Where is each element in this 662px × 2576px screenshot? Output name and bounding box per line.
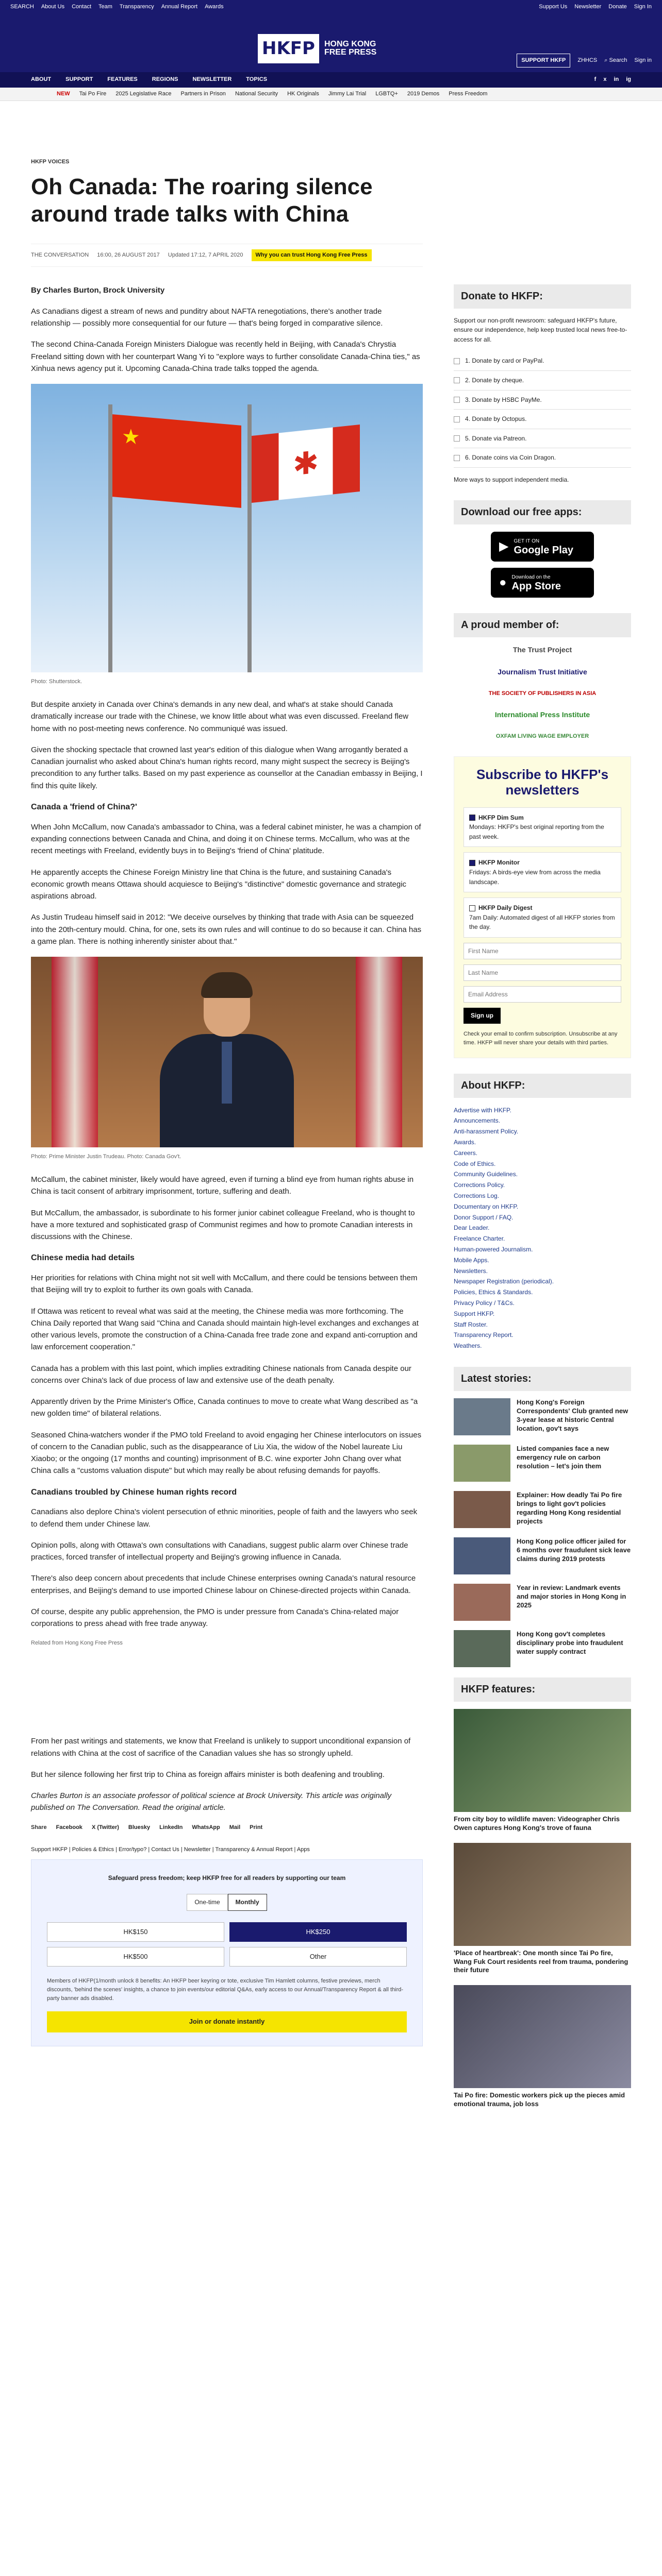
image-caption: Photo: Prime Minister Justin Trudeau. Photo: Canada Gov't.	[31, 1154, 181, 1160]
about-link[interactable]: Weathers.	[454, 1342, 482, 1350]
ipi-logo[interactable]: International Press Institute	[494, 710, 590, 719]
linkedin-icon[interactable]: in	[614, 76, 619, 83]
trudeau-image	[31, 957, 423, 1147]
search-icon: ⌕	[604, 57, 608, 63]
share-bluesky[interactable]: Bluesky	[128, 1824, 151, 1831]
story-item[interactable]: Listed companies face a new emergency rule on carbon resolution – let's join them	[454, 1445, 631, 1482]
maple-leaf-icon: ✱	[293, 445, 319, 482]
about-link[interactable]: Staff Roster.	[454, 1320, 488, 1328]
nav-topics[interactable]: TOPICS	[246, 76, 268, 83]
paragraph: McCallum, the cabinet minister, likely would have agreed, even if turning a blind eye from human rights abuse in China is tacit consent of arbitrary imprisonment, torture, suffering and death.	[31, 1175, 414, 1196]
feature-image	[454, 1709, 631, 1812]
article-body	[31, 284, 423, 2119]
partner-logos	[454, 645, 631, 741]
paragraph: Canada has a problem with this last point, which implies extraditing Chinese nationals from Canada despite our concerns over China's lack of due process of law and extensive use of the death penalty.	[31, 1364, 411, 1385]
about-link[interactable]: Transparency Report.	[454, 1331, 514, 1339]
nav-features[interactable]: FEATURES	[107, 76, 138, 83]
updated-date: Updated 17:12, 7 APRIL 2020	[168, 251, 243, 258]
payment-icon	[454, 455, 460, 461]
header-search-button[interactable]: ⌕ Search	[604, 57, 627, 63]
newsletter-box	[454, 756, 631, 1058]
proud-member-heading: A proud member of:	[454, 613, 631, 637]
feature-image	[454, 1843, 631, 1946]
about-link[interactable]: Newspaper Registration (periodical).	[454, 1278, 554, 1285]
story-thumbnail	[454, 1537, 510, 1574]
donate-step[interactable]: 3. Donate by HSBC PayMe.	[454, 391, 631, 410]
checkbox-icon[interactable]	[469, 815, 475, 821]
email-input[interactable]	[464, 986, 621, 1003]
trust-badge[interactable]: Why you can trust Hong Kong Free Press	[252, 249, 372, 261]
feature-image	[454, 1985, 631, 2088]
share-linkedin[interactable]: LinkedIn	[159, 1824, 183, 1831]
story-thumbnail	[454, 1584, 510, 1621]
author-bio: Charles Burton is an associate professor of political science at Brock University. This article was originally published on The Conversation. Read the original article.	[31, 1791, 392, 1812]
related-label: Related from Hong Kong Free Press	[31, 1640, 123, 1647]
amount-options	[47, 1922, 407, 1967]
byline[interactable]: By Charles Burton, Brock University	[31, 285, 165, 295]
donate-title: Safeguard press freedom; keep HKFP free for all readers by supporting our team	[108, 1874, 346, 1882]
paragraph: From her past writings and statements, we know that Freeland is unlikely to support unconditional expansion of relations with China at the cost of sacrifice of the Canadian values she has so strongly upheld.	[31, 1737, 411, 1758]
story-item[interactable]: Hong Kong's Foreign Correspondents' Club granted new 3-year lease at historic Central location, gov't says	[454, 1398, 631, 1435]
share-print[interactable]: Print	[250, 1824, 263, 1831]
nav-newsletter[interactable]: NEWSLETTER	[192, 76, 232, 83]
story-item[interactable]: Year in review: Landmark events and major stories in Hong Kong in 2025	[454, 1584, 631, 1621]
team-link[interactable]: Team	[98, 4, 112, 10]
background-flag	[356, 957, 402, 1147]
app-store-badge[interactable]: ● Download on the App Store	[491, 568, 594, 598]
newsletter-option[interactable]: HKFP Dim Sum Mondays: HKFP's best original reporting from the past week.	[464, 807, 621, 848]
story-thumbnail	[454, 1398, 510, 1435]
about-link[interactable]: Policies, Ethics & Standards.	[454, 1289, 533, 1296]
story-item[interactable]: Explainer: How deadly Tai Po fire brings to light gov't policies regarding Hong Kong residential projects	[454, 1491, 631, 1528]
about-link[interactable]: Awards.	[454, 1138, 476, 1146]
donate-box	[31, 1859, 423, 2046]
donate-step[interactable]: 6. Donate coins via Coin Dragon.	[454, 448, 631, 468]
nav-support[interactable]: SUPPORT	[65, 76, 93, 83]
support-hkfp-button[interactable]: SUPPORT HKFP	[517, 54, 570, 67]
donate-step[interactable]: 4. Donate by Octopus.	[454, 410, 631, 429]
story-thumbnail	[454, 1445, 510, 1482]
about-link[interactable]: Mobile Apps.	[454, 1256, 489, 1264]
newsletter-heading: Subscribe to HKFP's newsletters	[476, 766, 609, 798]
paragraph: Apparently driven by the Prime Minister's Office, Canada continues to move to create what Wang described as "a new golden time" of bilateral relations.	[31, 1397, 418, 1418]
annual-report-link[interactable]: Annual Report	[161, 4, 198, 10]
about-link[interactable]: Careers.	[454, 1149, 478, 1157]
search-link[interactable]: SEARCH	[10, 4, 34, 10]
story-item[interactable]: Hong Kong gov't completes disciplinary probe into fraudulent water supply contract	[454, 1630, 631, 1667]
checkbox-icon[interactable]	[469, 860, 475, 866]
article-meta	[31, 244, 423, 267]
payment-icon	[454, 358, 460, 364]
about-links	[454, 1105, 631, 1351]
awards-link[interactable]: Awards	[205, 4, 224, 10]
paragraph: Given the shocking spectacle that crowned last year's edition of this dialogue when Wang arrogantly berated a Canadian journalist who asked about China's human rights record, many might suspect the secrecy is Beijing's precondition to any further talks. Based on my past experience as counsellor at the Canadian embassy in Beijing, I find this quite likely.	[31, 745, 423, 790]
article-category[interactable]: HKFP VOICES	[31, 159, 70, 165]
paragraph: The second China-Canada Foreign Ministers Dialogue was recently held in Beijing, with Canada's Chrystia Freeland sitting down with her counterpart Wang Yi to "explore ways to further consolidate Canada-China ties," as Xinhua news agency put it. Upcoming Canada-China trade talks topped the agenda.	[31, 340, 420, 373]
feature-item[interactable]: Tai Po fire: Domestic workers pick up the pieces amid emotional trauma, job loss	[454, 1985, 631, 2109]
hair	[201, 972, 253, 998]
donate-step[interactable]: 2. Donate by cheque.	[454, 371, 631, 391]
member-benefits: Members of HKFP(1/month unlock 8 benefits: An HKFP beer keyring or tote, exclusive Tim Hamlett columns, festive previews, merch discounts, 'behind the scenes' insights, a chance to join events/our editorial Q&As, early access to our Annual/Transparency Report & all third-party banner ads disabled.	[47, 1978, 404, 2002]
play-icon: ▶	[499, 539, 509, 554]
frequency-toggle	[47, 1894, 407, 1911]
china-flag	[112, 414, 241, 508]
nav-regions[interactable]: REGIONS	[152, 76, 178, 83]
site-logo[interactable]	[258, 34, 376, 63]
story-thumbnail	[454, 1630, 510, 1667]
first-name-input[interactable]	[464, 943, 621, 959]
amount-option[interactable]: HK$500	[47, 1947, 224, 1967]
paragraph: There's also deep concern about precedents that include Chinese enterprises owning Canada's natural resource enterprises, and Beijing's demand to use imported Chinese labour on Chinese-directed projects within Canada.	[31, 1574, 416, 1595]
share-label: Share	[31, 1824, 47, 1831]
trending-link[interactable]: Partners in Prison	[180, 90, 226, 97]
subheading: Canada a 'friend of China?'	[31, 802, 137, 811]
about-link[interactable]: Corrections Log.	[454, 1192, 500, 1199]
monthly-option[interactable]: Monthly	[228, 1894, 267, 1911]
more-ways-link[interactable]: More ways to support independent media.	[454, 476, 569, 484]
star-icon: ★	[122, 425, 140, 449]
about-link[interactable]: Community Guidelines.	[454, 1171, 518, 1178]
about-link[interactable]: Advertise with HKFP.	[454, 1106, 511, 1114]
top-utility-bar	[0, 0, 662, 14]
donate-steps	[454, 351, 631, 468]
newsletter-fineprint: Check your email to confirm subscription. Unsubscribe at any time. HKFP will never share your details with third parties.	[464, 1030, 618, 1046]
flags-photo	[31, 384, 423, 672]
share-x[interactable]: X (Twitter)	[91, 1824, 119, 1831]
apps-heading: Download our free apps:	[454, 500, 631, 524]
about-link[interactable]: Privacy Policy / T&Cs.	[454, 1299, 515, 1307]
donate-step[interactable]: 5. Donate via Patreon.	[454, 429, 631, 449]
app-badges	[454, 532, 631, 598]
about-link[interactable]: Code of Ethics.	[454, 1160, 496, 1167]
trending-link[interactable]: 2019 Demos	[407, 90, 440, 97]
about-link[interactable]: Announcements.	[454, 1117, 501, 1125]
donate-link[interactable]: Donate	[608, 4, 627, 10]
flagpole	[247, 404, 252, 672]
paragraph: Opinion polls, along with Ottawa's own consultations with Canadians, suggest public alarm over Chinese trade practices, forced transfer of intellectual property and Beijing's growing influence in Canada.	[31, 1540, 408, 1562]
trending-link[interactable]: Tai Po Fire	[79, 90, 107, 97]
about-heading: About HKFP:	[454, 1074, 631, 1098]
paragraph: But McCallum, the ambassador, is subordinate to his former junior cabinet colleague Freeland, who is thought to have a more textured and sophisticated grasp of Communist regimes and how to promote Canadian interests in discussions with the Chinese.	[31, 1208, 415, 1242]
share-mail[interactable]: Mail	[229, 1824, 241, 1831]
one-time-option[interactable]: One-time	[187, 1894, 227, 1911]
story-thumbnail	[454, 1491, 510, 1528]
share-whatsapp[interactable]: WhatsApp	[192, 1824, 220, 1831]
source-label: THE CONVERSATION	[31, 251, 89, 258]
trending-link[interactable]: 2025 Legislative Race	[115, 90, 172, 97]
site-header	[0, 14, 662, 72]
trending-link[interactable]: Jimmy Lai Trial	[328, 90, 367, 97]
share-bar	[31, 1823, 423, 1832]
about-link[interactable]: Donor Support / FAQ.	[454, 1213, 514, 1221]
paragraph: Her priorities for relations with China might not sit well with McCallum, and there could be tensions between them that Beijing will try to exploit to further its own goals with Canada.	[31, 1274, 418, 1295]
flags-image	[31, 384, 423, 672]
trudeau-photo	[31, 957, 423, 1147]
about-link[interactable]: Newsletters.	[454, 1267, 488, 1275]
signin-link[interactable]: Sign In	[634, 4, 652, 10]
feature-item[interactable]: From city boy to wildlife maven: Videographer Chris Owen captures Hong Kong's trove of fauna	[454, 1709, 631, 1833]
about-link[interactable]: About Us	[41, 4, 65, 10]
paragraph: As Canadians digest a stream of news and punditry about NAFTA renegotiations, there's another trade relationship — possibly more consequential for our future — that's being forged in comparative silence.	[31, 307, 383, 328]
amount-option[interactable]: Other	[229, 1947, 407, 1967]
article-title: Oh Canada: The roaring silence around trade talks with China	[31, 174, 373, 227]
amount-option[interactable]: HK$150	[47, 1922, 224, 1942]
paragraph: Seasoned China-watchers wonder if the PMO told Freeland to avoid engaging her Chinese interlocutors on issues of concern to the Canadian public, such as the disappearance of Liu Xia, the widow of the Nobel laureate Liu Xiaobo; or the ongoing (17 months and counting) imprisonment of B.C. wine exporter John Chang over what China calls a "customs valuation dispute" but which may really be about refusing demands for payoffs.	[31, 1430, 422, 1476]
trust-project-logo[interactable]: The Trust Project	[512, 645, 572, 654]
payment-icon	[454, 397, 460, 403]
new-label: NEW	[57, 90, 70, 97]
instagram-icon[interactable]: ig	[626, 76, 631, 83]
latest-stories	[454, 1398, 631, 1667]
share-facebook[interactable]: Facebook	[56, 1824, 82, 1831]
logo-text: HONG KONG FREE PRESS	[324, 39, 377, 57]
newsletter-link[interactable]: Newsletter	[574, 4, 602, 10]
apple-icon: ●	[499, 575, 507, 590]
trending-link[interactable]: National Security	[235, 90, 278, 97]
newsletter-option[interactable]: HKFP Daily Digest 7am Daily: Automated digest of all HKFP stories from the day.	[464, 897, 621, 938]
paragraph: As Justin Trudeau himself said in 2012: "We deceive ourselves by thinking that trade with Asia can be squeezed into the 20th-century mould. China, for one, sets its own rules and will continue to do so because it can. China has a game plan. There is nothing inherently sinister about that."	[31, 913, 422, 946]
google-play-badge[interactable]: ▶ GET IT ON Google Play	[491, 532, 594, 562]
signup-button[interactable]: Sign up	[464, 1008, 501, 1024]
about-link[interactable]: Anti-harassment Policy.	[454, 1128, 519, 1136]
about-link[interactable]: Freelance Charter.	[454, 1235, 505, 1243]
trending-link[interactable]: LGBTQ+	[375, 90, 398, 97]
amount-option[interactable]: HK$250	[229, 1922, 407, 1942]
donate-description[interactable]: Support our non-profit newsroom: safeguard HKFP's future, ensure our independence, help keep trusted local news free-to-access for all.	[454, 316, 627, 343]
background-flag	[52, 957, 98, 1147]
support-us-link[interactable]: Support Us	[539, 4, 568, 10]
canada-flag	[252, 425, 360, 503]
paragraph: Of course, despite any public apprehension, the PMO is under pressure from Canada's China-related major corporations to press ahead with free trade anyway.	[31, 1607, 399, 1629]
about-link[interactable]: Dear Leader.	[454, 1224, 490, 1232]
features-heading: HKFP features:	[454, 1677, 631, 1702]
tie	[222, 1042, 232, 1104]
newsletter-option[interactable]: HKFP Monitor Fridays: A birds-eye view from across the media landscape.	[464, 852, 621, 892]
header-signin-button[interactable]: Sign in	[634, 57, 652, 63]
transparency-link[interactable]: Transparency	[119, 4, 154, 10]
publish-date: 16:00, 26 AUGUST 2017	[97, 251, 160, 258]
payment-icon	[454, 435, 460, 442]
image-caption: Photo: Shutterstock.	[31, 679, 82, 685]
trending-bar	[0, 88, 662, 101]
nav-about[interactable]: ABOUT	[31, 76, 52, 83]
latest-heading: Latest stories:	[454, 1367, 631, 1391]
join-button[interactable]: Join or donate instantly	[47, 2011, 407, 2032]
subheading: Canadians troubled by Chinese human rights record	[31, 1487, 237, 1497]
paragraph: But her silence following her first trip to China as foreign affairs minister is both deafening and troubling.	[31, 1770, 385, 1779]
about-link[interactable]: Corrections Policy.	[454, 1181, 505, 1189]
about-link[interactable]: Support HKFP.	[454, 1310, 495, 1317]
x-icon[interactable]: x	[603, 76, 607, 83]
sopa-logo[interactable]: THE SOCIETY OF PUBLISHERS IN ASIA	[488, 690, 597, 697]
contact-link[interactable]: Contact	[72, 4, 92, 10]
payment-icon	[454, 377, 460, 383]
paragraph: He apparently accepts the Chinese Foreign Ministry line that China is the future, and sustaining Canada's economic growth means Ottawa should acquiesce to Beijing's "distinctive" domestic governance and strategic aspirations abroad.	[31, 868, 407, 901]
sidebar	[454, 284, 631, 2119]
facebook-icon[interactable]: f	[594, 76, 597, 83]
support-links[interactable]: Support HKFP | Policies & Ethics | Error/typo? | Contact Us | Newsletter | Transparency & Annual Report | Apps	[31, 1846, 310, 1853]
trending-link[interactable]: HK Originals	[287, 90, 319, 97]
logo-mark: HKFP	[258, 34, 319, 63]
checkbox-icon[interactable]	[469, 905, 475, 911]
about-link[interactable]: Documentary on HKFP.	[454, 1202, 519, 1210]
story-item[interactable]: Hong Kong police officer jailed for 6 months over fraudulent sick leave claims during 2019 protests	[454, 1537, 631, 1574]
donate-heading: Donate to HKFP:	[454, 284, 631, 309]
paragraph: When John McCallum, now Canada's ambassador to China, was a federal cabinet minister, he was a champion of expanding connections between Canada and China, and doing it on Chinese terms. McCallum, who was at the recent meetings with Freeland, evidently buys in to Beijing's 'friend of China' platitude.	[31, 822, 421, 856]
oxfam-logo[interactable]: OXFAM LIVING WAGE EMPLOYER	[495, 733, 589, 739]
feature-item[interactable]: 'Place of heartbreak': One month since Tai Po fire, Wang Fuk Court residents reel from trauma, pondering their future	[454, 1843, 631, 1975]
paragraph: If Ottawa was reticent to reveal what was said at the meeting, the Chinese media was more forthcoming. The China Daily reported that Wang said "China and Canada should maintain high-level exchanges and exchanges at other various levels, promote the construction of a China-Canada free trade zone and expand anti-corruption and law enforcement cooperation."	[31, 1307, 419, 1352]
about-link[interactable]: Human-powered Journalism.	[454, 1245, 533, 1253]
article	[31, 158, 631, 2119]
donate-step[interactable]: 1. Donate by card or PayPal.	[454, 351, 631, 371]
main-nav	[0, 72, 662, 88]
last-name-input[interactable]	[464, 964, 621, 981]
paragraph: But despite anxiety in Canada over China's demands in any new deal, and what's at stake should Canada dramatically increase our trade with the Chinese, we know little about what was even discussed. Freeland flew home with no post-meeting news conference. No communiqué was issued.	[31, 700, 409, 733]
language-switch[interactable]: ZHHCS	[577, 57, 598, 63]
trending-link[interactable]: Press Freedom	[449, 90, 488, 97]
paragraph: Canadians also deplore China's violent persecution of ethnic minorities, people of faith and the lawyers who seek to defend them under Chinese law.	[31, 1507, 418, 1529]
subheading: Chinese media had details	[31, 1253, 135, 1263]
flagpole	[108, 404, 112, 672]
payment-icon	[454, 416, 460, 422]
jti-logo[interactable]: Journalism Trust Initiative	[498, 668, 587, 676]
